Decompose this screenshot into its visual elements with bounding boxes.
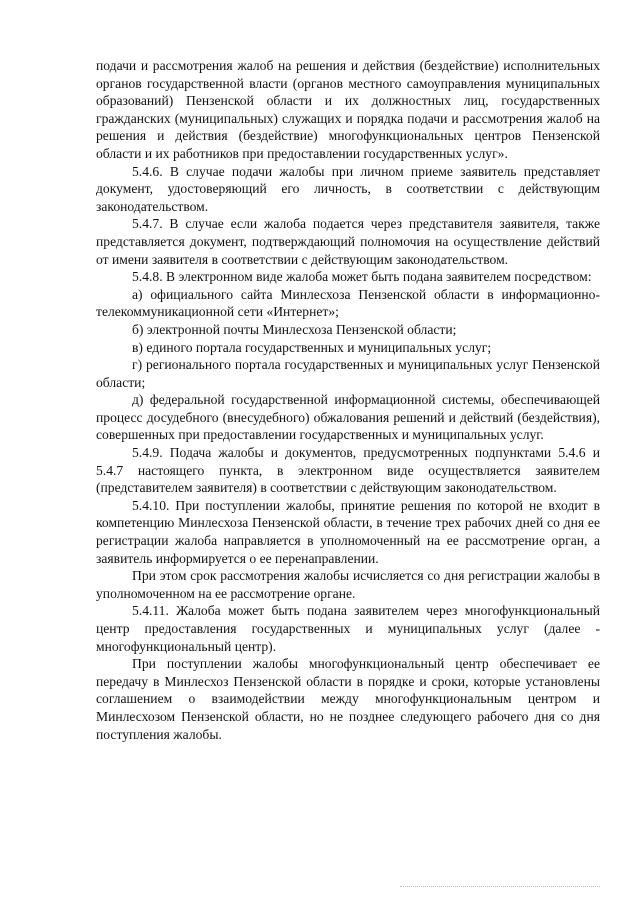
paragraph-item-b: б) электронной почты Минлесхоза Пензенской области; — [132, 321, 457, 337]
paragraph-5-4-10: 5.4.10. При поступлении жалобы, принятие решения по которой не входит в компетенцию Минлесхоза Пензенской области, в течение трех рабочих дней со дня ее регистрации жалоба направляется в уполномоченный на ее рассмотрение орган, а заявитель информируется о ее перенаправлении. — [96, 497, 600, 566]
paragraph-term: При этом срок рассмотрения жалобы исчисляется со дня регистрации жалобы в уполномоченном на ее рассмотрение органе. — [96, 568, 600, 601]
paragraph-item-d: д) федеральной государственной информационной системы, обеспечивающей процесс досудебного (внесудебного) обжалования решений и действий (бездействия), совершенных при предоставлении государственных и муниципальных услуг. — [96, 392, 600, 443]
paragraph-item-g: г) регионального портала государственных и муниципальных услуг Пензенской области; — [96, 357, 600, 390]
paragraph-continuation: подачи и рассмотрения жалоб на решения и действия (бездействие) исполнительных органов государственной власти (органов местного самоуправления муниципальных образований) Пензенской области и их должностных лиц, государственных гражданских (муниципальных) служащих и порядка подачи и рассмотрения жалоб на решения и действия (бездействие) многофункциональных центров Пензенской области и их работников при предоставлении государственных услуг». — [96, 58, 600, 161]
document-body — [96, 57, 600, 743]
paragraph-5-4-6: 5.4.6. В случае подачи жалобы при личном приеме заявитель представляет документ, удостоверяющий его личность, в соответствии с действующим законодательством. — [96, 163, 600, 214]
paragraph-5-4-11: 5.4.11. Жалоба может быть подана заявителем через многофункциональный центр предоставления государственных и муниципальных услуг (далее - многофункциональный центр). — [96, 603, 600, 654]
paragraph-mfc: При поступлении жалобы многофункциональный центр обеспечивает ее передачу в Минлесхоз Пензенской области в порядке и сроки, которые установлены соглашением о взаимодействии между многофункциональным центром и Минлесхозом Пензенской области, но не позднее следующего рабочего дня со дня поступления жалобы. — [96, 656, 600, 742]
scan-artifact-line — [400, 886, 600, 887]
paragraph-item-v: в) единого портала государственных и муниципальных услуг; — [132, 339, 492, 355]
paragraph-5-4-7: 5.4.7. В случае если жалоба подается через представителя заявителя, также представляется документ, подтверждающий полномочия на осуществление действий от имени заявителя в соответствии с действующим законодательством. — [96, 216, 600, 267]
paragraph-5-4-8: 5.4.8. В электронном виде жалоба может быть подана заявителем посредством: — [132, 269, 592, 285]
paragraph-item-a: а) официального сайта Минлесхоза Пензенской области в информационно-телекоммуникационной сети «Интернет»; — [96, 286, 600, 320]
paragraph-5-4-9: 5.4.9. Подача жалобы и документов, предусмотренных подпунктами 5.4.6 и 5.4.7 настоящего пункта, в электронном виде осуществляется заявителем (представителем заявителя) в соответствии с действующим законодательством. — [96, 445, 600, 496]
